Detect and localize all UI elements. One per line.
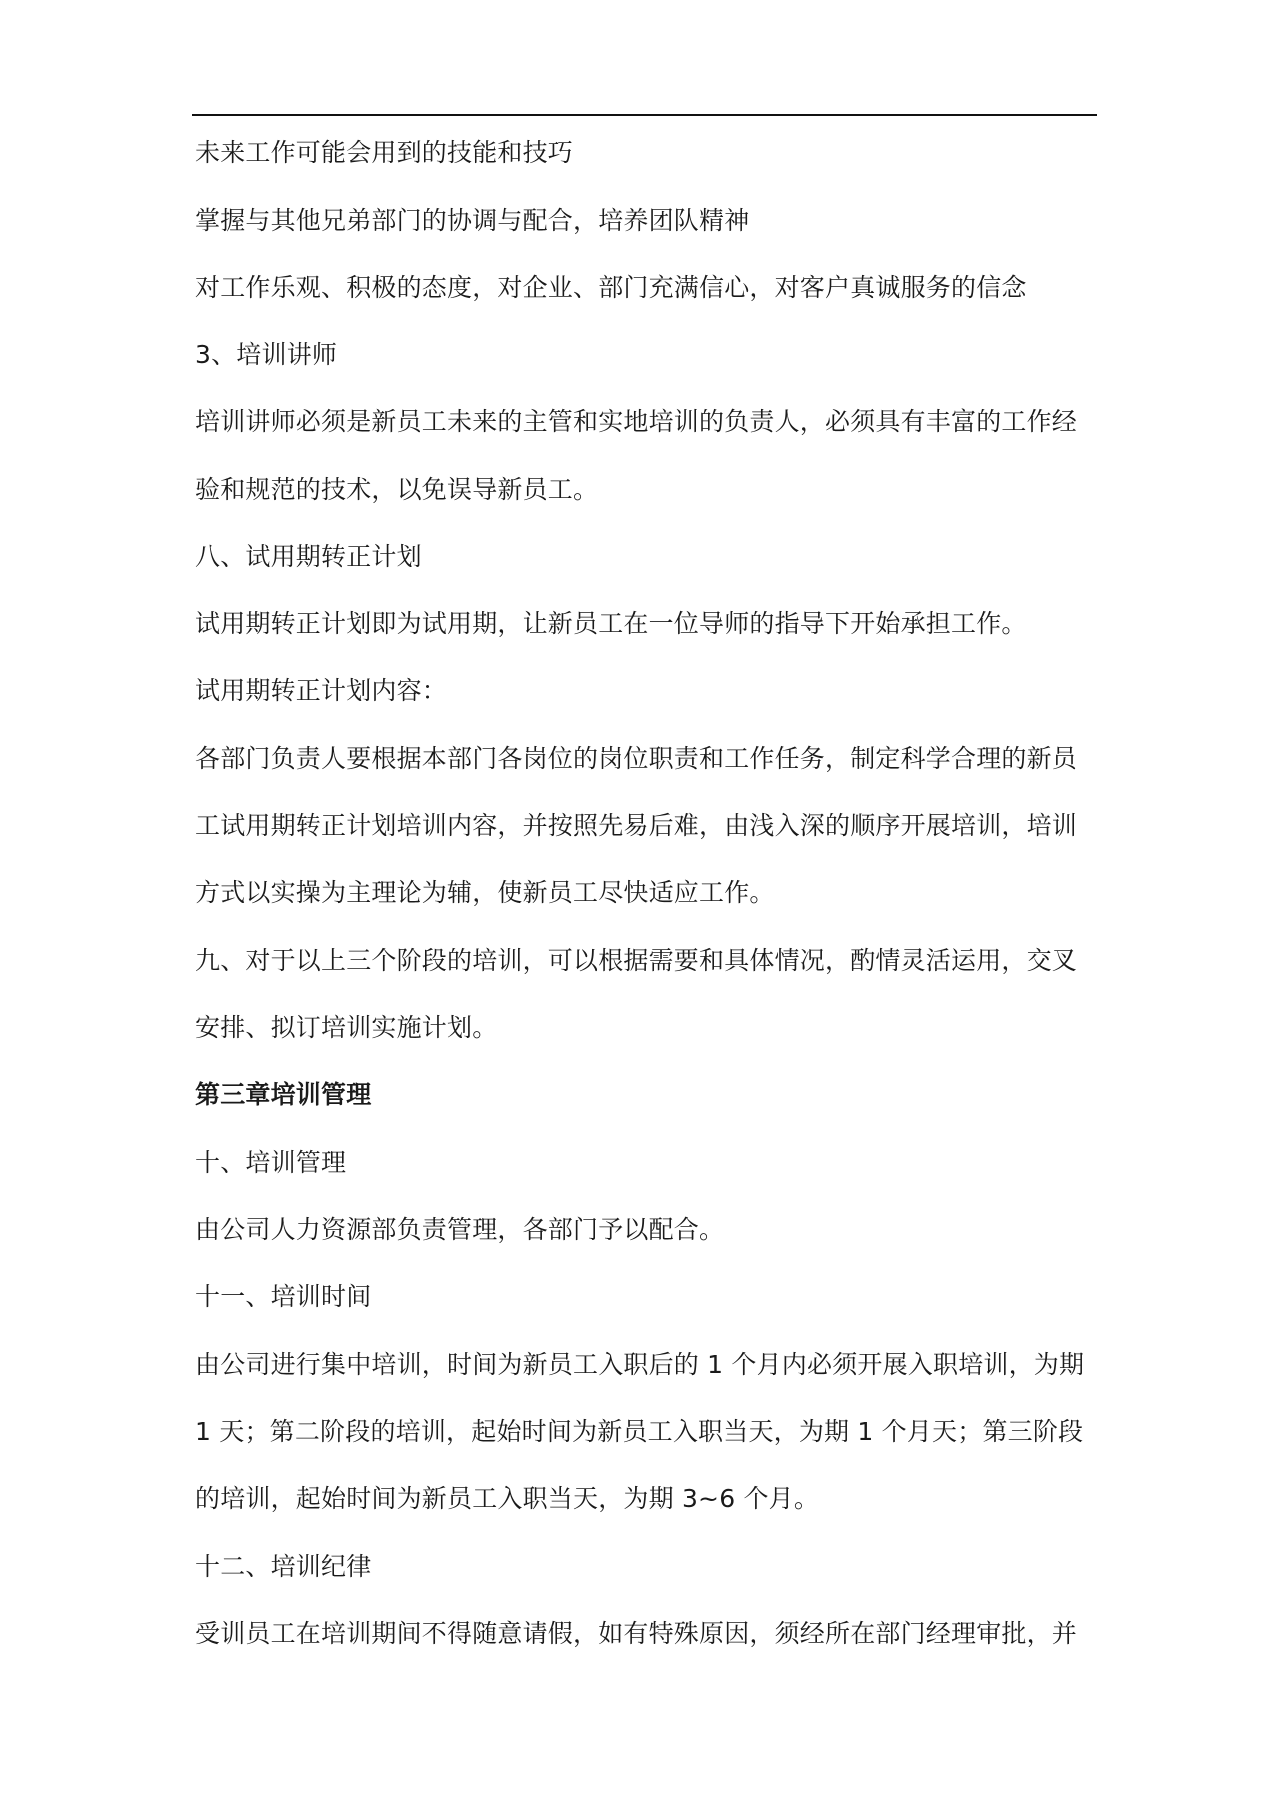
text-line: 各部门负责人要根据本部门各岗位的岗位职责和工作任务，制定科学合理的新员 xyxy=(195,744,1078,773)
header-rule xyxy=(192,114,1097,116)
text-line: 未来工作可能会用到的技能和技巧 xyxy=(195,138,574,167)
text-line: 验和规范的技术，以免误导新员工。 xyxy=(195,475,599,504)
section-heading: 九、对于以上三个阶段的培训，可以根据需要和具体情况，酌情灵活运用，交叉 xyxy=(195,946,1078,975)
text-line: 受训员工在培训期间不得随意请假，如有特殊原因，须经所在部门经理审批，并 xyxy=(195,1619,1078,1648)
text-line: 1 天；第二阶段的培训，起始时间为新员工入职当天，为期 1 个月天；第三阶段 xyxy=(195,1417,1084,1446)
text-line: 由公司人力资源部负责管理，各部门予以配合。 xyxy=(195,1215,725,1244)
text-line: 方式以实操为主理论为辅，使新员工尽快适应工作。 xyxy=(195,878,775,907)
text-line: 掌握与其他兄弟部门的协调与配合，培养团队精神 xyxy=(195,206,750,235)
text-line: 的培训，起始时间为新员工入职当天，为期 3~6 个月。 xyxy=(195,1484,820,1513)
section-heading: 十一、培训时间 xyxy=(195,1282,372,1311)
text-line: 工试用期转正计划培训内容，并按照先易后难，由浅入深的顺序开展培训，培训 xyxy=(195,811,1078,840)
text-line: 对工作乐观、积极的态度，对企业、部门充满信心，对客户真诚服务的信念 xyxy=(195,273,1027,302)
text-line: 试用期转正计划内容： xyxy=(195,676,448,705)
section-heading: 十二、培训纪律 xyxy=(195,1552,372,1581)
chapter-title: 第三章培训管理 xyxy=(195,1080,372,1109)
section-heading: 3、培训讲师 xyxy=(195,340,338,369)
text-line: 由公司进行集中培训，时间为新员工入职后的 1 个月内必须开展入职培训，为期 xyxy=(195,1350,1085,1379)
text-line: 试用期转正计划即为试用期，让新员工在一位导师的指导下开始承担工作。 xyxy=(195,609,1027,638)
text-line: 培训讲师必须是新员工未来的主管和实地培训的负责人，必须具有丰富的工作经 xyxy=(195,407,1078,436)
section-heading: 八、试用期转正计划 xyxy=(195,542,422,571)
section-heading: 十、培训管理 xyxy=(195,1148,347,1177)
text-line: 安排、拟订培训实施计划。 xyxy=(195,1013,498,1042)
